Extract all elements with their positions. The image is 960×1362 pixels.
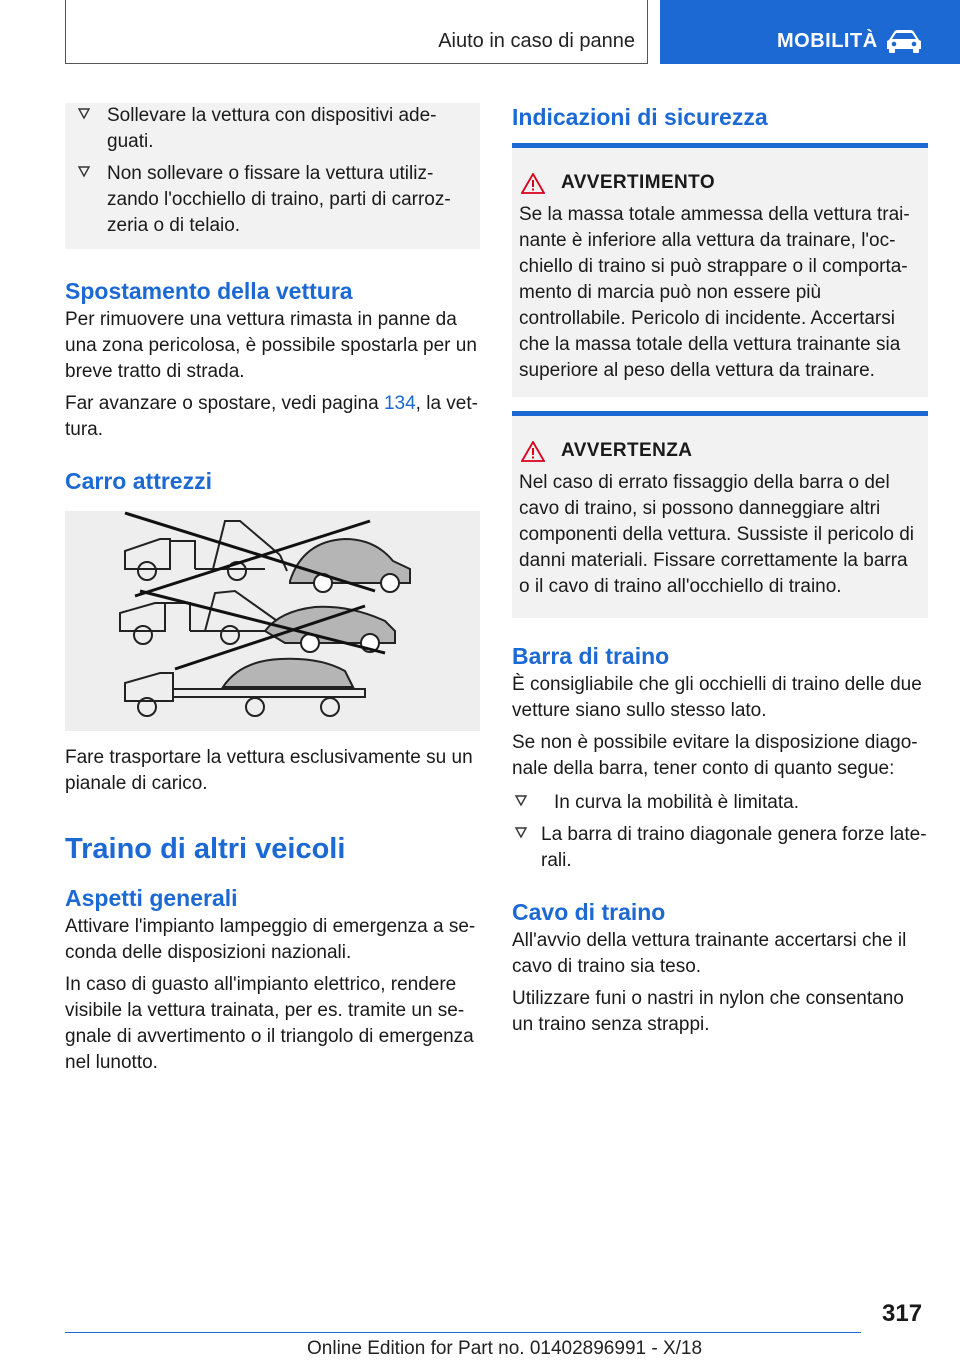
precaution-box (65, 103, 480, 249)
triangle-bullet-icon (514, 794, 528, 808)
tow-bar-heading: Barra di traino (512, 643, 670, 669)
right-column (512, 103, 928, 1038)
tow-truck-illustration (65, 511, 480, 731)
list-item: Non sollevare o fissare la vettura utiliz-zando l'occhiello di traino, parti di carroz-zeria o di telaio. (65, 161, 466, 239)
triangle-bullet-icon (77, 107, 91, 121)
tow-rope-paragraph-1: All'avvio della vettura trainante accertarsi che il cavo di traino sia teso. (512, 930, 907, 977)
warning-box-1 (512, 143, 928, 397)
warning-triangle-icon (521, 441, 545, 462)
car-icon (884, 28, 924, 54)
section-title: Aiuto in caso di panne (438, 30, 635, 52)
chapter-tab-label: MOBILITÀ (777, 30, 878, 52)
general-paragraph-2: In caso di guasto all'impianto elettrico, rendere visibile la vettura trainata, per es. tramite un se-gnale di avvertimento o il triangolo di emergenza nel lunotto. (65, 974, 474, 1073)
warning-2-text: Nel caso di errato fissaggio della barra o del cavo di traino, si possono danneggiare altri componenti della vettura. Sussiste il pericolo di danni materiali. Fissare correttamente la barra o il cavo di traino all'occhiello di traino. (519, 472, 914, 597)
tow-truck-caption: Fare trasportare la vettura esclusivamente su un pianale di carico. (65, 747, 473, 794)
page-number: 317 (882, 1300, 923, 1327)
moving-heading: Spostamento della vettura (65, 278, 353, 304)
warning-box-2 (512, 411, 928, 618)
general-paragraph-1: Attivare l'impianto lampeggio di emergenza a se-conda delle disposizioni nazionali. (65, 916, 476, 963)
list-item: In curva la mobilità è limitata. (512, 790, 928, 816)
tow-bar-paragraph-1: È consigliabile che gli occhielli di traino delle due vetture siano sullo stesso lato. (512, 674, 922, 721)
precaution-list (65, 103, 480, 257)
moving-paragraph: Per rimuovere una vettura rimasta in panne da una zona pericolosa, è possibile spostarla per un breve tratto di strada. (65, 309, 477, 382)
triangle-bullet-icon (77, 165, 91, 179)
general-subheading: Aspetti generali (65, 885, 238, 911)
tow-rope-paragraph-2: Utilizzare funi o nastri in nylon che consentano un traino senza strappi. (512, 988, 904, 1035)
footer-divider (65, 1332, 861, 1333)
triangle-bullet-icon (514, 826, 528, 840)
warning-triangle-icon (521, 173, 545, 194)
safety-heading: Indicazioni di sicurezza (512, 104, 768, 130)
left-column (65, 103, 480, 1076)
tow-rope-heading: Cavo di traino (512, 899, 666, 925)
warning-1-text: Se la massa totale ammessa della vettura trai-nante è inferiore alla vettura da trainare, l'oc-chiello di traino si può strappare o il comporta-mento di marcia può non essere più controllabile. Pericolo di incidente. Accertarsi che la massa totale della vettura trainante sia superiore al peso della vettura da trainare. (519, 204, 910, 381)
footer-edition: Online Edition for Part no. 01402896991 - X/18 (307, 1338, 703, 1359)
tow-truck-heading: Carro attrezzi (65, 468, 212, 494)
list-item: Sollevare la vettura con dispositivi ade-guati. (65, 103, 466, 155)
tow-bar-list (512, 790, 928, 874)
moving-paragraph-ref: Far avanzare o spostare, vedi pagina 134, la vet-tura. (65, 393, 478, 440)
warning-2-title: AVVERTENZA (519, 438, 921, 464)
tow-truck-drawing (65, 511, 480, 731)
list-item: La barra di traino diagonale genera forze late-rali. (512, 822, 928, 874)
warning-1-title: AVVERTIMENTO (519, 170, 921, 196)
page-link[interactable]: 134 (383, 393, 416, 414)
tow-bar-paragraph-2: Se non è possibile evitare la disposizione diago-nale della barra, tener conto di quanto segue: (512, 732, 918, 779)
towing-others-heading: Traino di altri veicoli (65, 833, 346, 865)
